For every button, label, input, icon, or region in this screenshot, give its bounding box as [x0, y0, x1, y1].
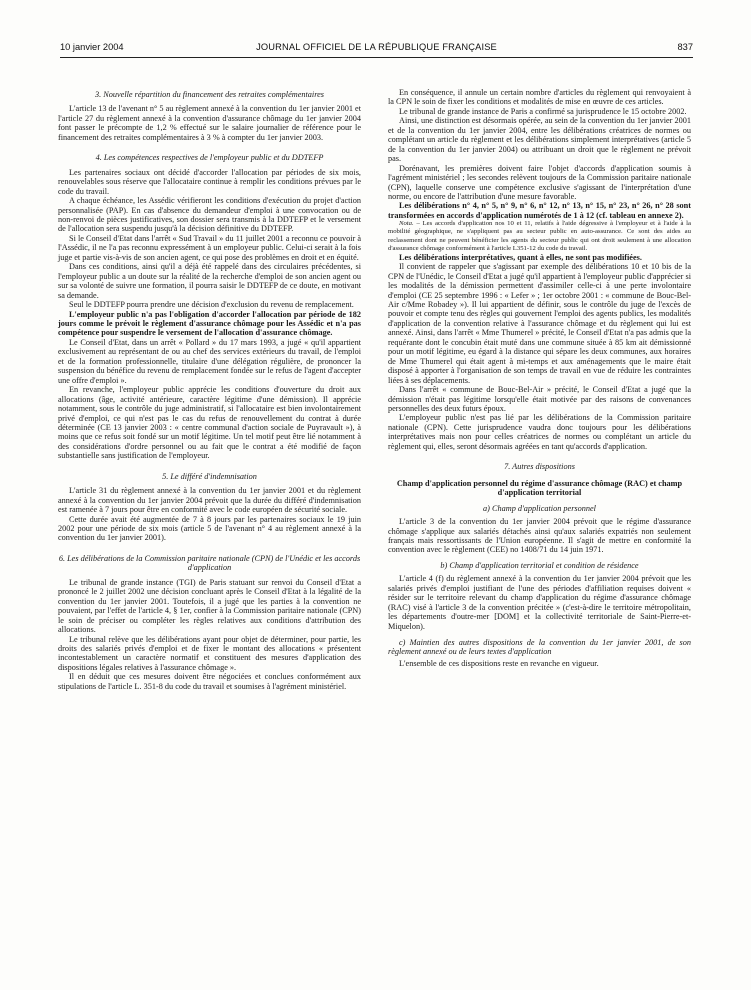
paragraph: Si le Conseil d'Etat dans l'arrêt « Sud Travail » du 11 juillet 2001 a reconnu ce pouvoir à l'Assédic, il ne l'a pas reconnu expressément à un employeur public. Celui-ci serait à la fois juge et partie vis-à-vis de son ancien agent, ce qui pose des problèmes en droit et en équité. [58, 233, 361, 262]
section-heading: 6. Les délibérations de la Commission paritaire nationale (CPN) de l'Unédic et les accords d'application [58, 553, 361, 573]
paragraph: L'employeur public n'est pas lié par les délibérations de la Commission paritaire nationale (CPN). Cette jurisprudence vaudra donc toujours pour les délibérations interprétatives mais non pour celles créatrices de normes ou complétant un article du règlement qui, elles, seront désormais agréées en tant qu'accords d'application. [388, 413, 691, 451]
paragraph: Dorénavant, les premières doivent faire l'objet d'accords d'application soumis à l'agrément ministériel ; les secondes relèvent toujours de la Commission paritaire nationale (CPN), laquelle conserve une compétence exclusive s'agissant de l'interprétation d'une norme, ou encore de l'attribution d'une mesure favorable. [388, 163, 691, 201]
paragraph: Cette durée avait été augmentée de 7 à 8 jours par les partenaires sociaux le 19 juin 2002 pour une période de six mois (article 5 de l'avenant n° 4 au règlement annexé à la convention du 1er janvier 2001). [58, 514, 361, 543]
paragraph: Seul le DDTEFP pourra prendre une décision d'exclusion du revenu de remplacement. [69, 300, 354, 310]
note-text: – Les accords d'application nos 10 et 11, relatifs à l'aide dégressive à l'employeur et à l'aide à la mobilité géographique, ne s'appliquent pas au secteur public en auto-assurance. Ce sont des aides au reclassement dont ne peuvent bénéficier les agents du secteur public qui ont droit seulement à une allocation d'assurance chômage conformément à l'article L351-12 du code du travail. [388, 220, 691, 252]
item-heading: a) Champ d'application personnel [483, 503, 596, 513]
journal-title: JOURNAL OFFICIEL DE LA RÉPUBLIQUE FRANÇAISE [256, 42, 497, 52]
paragraph: Le tribunal de grande instance (TGI) de Paris statuant sur renvoi du Conseil d'Etat a prononcé le 2 juillet 2002 une décision concluant après le Conseil d'Etat à la légalité de la convention du 1er janvier 2001. Toutefois, il a jugé que les parties à la convention ne pouvaient, par l'effet de l'article 4, § 1er, confier à la Commission paritaire nationale (CPN) le soin de préciser ou compléter les règles relatives aux conditions d'attribution des allocations. [58, 577, 361, 635]
left-column [58, 90, 361, 691]
subsection-heading: Champ d'application personnel du régime d'assurance chômage (RAC) et champ d'application territorial [396, 478, 683, 498]
section-heading: 7. Autres dispositions [504, 462, 575, 472]
page-number: 837 [677, 42, 693, 52]
header-rule [60, 57, 693, 58]
bold-paragraph: Les délibérations interprétatives, quant à elles, ne sont pas modifiées. [399, 252, 642, 262]
section-heading: 4. Les compétences respectives de l'employeur public et du DDTEFP [95, 153, 324, 163]
bold-paragraph: L'employeur public n'a pas l'obligation d'accorder l'allocation par période de 182 jours comme le prévoit le règlement d'assurance chômage pour les Assédic et n'a pas compétence pour suspendre le versement de l'allocation d'assurance chômage. [58, 309, 361, 338]
paragraph: L'article 31 du règlement annexé à la convention du 1er janvier 2001 et du règlement annexé à la convention du 1er janvier 2004 prévoit que la durée du différé d'indemnisation est ramenée à 7 jours pour être en conformité avec le code européen de sécurité sociale. [58, 486, 361, 515]
section-heading: 5. Le différé d'indemnisation [162, 471, 257, 481]
paragraph: Dans l'arrêt « commune de Bouc-Bel-Air » précité, le Conseil d'Etat a jugé que la démission n'était pas légitime lorsqu'elle était motivée par des raisons de convenances personnelles des deux futurs époux. [388, 385, 691, 413]
item-heading: b) Champ d'application territorial et condition de résidence [440, 560, 639, 570]
paragraph: Le tribunal relève que les délibérations ayant pour objet de déterminer, pour partie, les droits des salariés privés d'emploi et de fixer le montant des allocations « présentent incontestablement un caractère normatif et constituent des mesures d'application des dispositions légales relatives à l'assurance chômage ». [58, 634, 361, 672]
paragraph: Le Conseil d'Etat, dans un arrêt « Pollard » du 17 mars 1993, a jugé « qu'il appartient exclusivement au représentant de ou au chef des services extérieurs du travail, de l'emploi et de la formation professionnelle, titulaire d'une délégation régulière, de prononcer la suspension du bénéfice du revenu de remplacement fondée sur le refus de l'agent d'accepter une offre d'emploi ». [58, 337, 361, 385]
note-lead: Nota. [399, 220, 414, 228]
paragraph: Ainsi, une distinction est désormais opérée, au sein de la convention du 1er janvier 2001 et de la convention du 1er janvier 2004, entre les délibérations créatrices de normes ou complétant un article du règlement et les délibérations simplement interprétatives (article 5 de la convention du 1er janvier 2004) ou attribuant un droit que le règlement ne prévoit pas. [388, 116, 691, 164]
paragraph: L'article 3 de la convention du 1er janvier 2004 prévoit que le régime d'assurance chômage s'applique aux salariés détachés ainsi qu'aux salariés expatriés non seulement français mais ressortissants de l'Union européenne. Il s'agit de mettre en conformité la convention avec le règlement (CEE) no 1408/71 du 14 juin 1971. [388, 517, 691, 555]
paragraph: L'article 4 (f) du règlement annexé à la convention du 1er janvier 2004 prévoit que les salariés privés d'emploi justifiant de l'une des périodes d'affiliation requises doivent « résider sur le territoire relevant du champ d'application du régime d'assurance chômage (RAC) visé à l'article 3 de la convention précitée » (c'est-à-dire le territoire métropolitain, les départements d'outre-mer [DOM] et la collectivité territoriale de Saint-Pierre-et-Miquelon). [388, 574, 691, 631]
note-paragraph [388, 220, 691, 252]
paragraph: Il convient de rappeler que s'agissant par exemple des délibérations 10 et 10 bis de la CPN de l'Unédic, le Conseil d'Etat a jugé qu'il appartient à l'employeur public d'apprécier si les modalités de la démission permettent d'assimiler celle-ci à une perte involontaire d'emploi (CE 25 septembre 1996 : « Lefer » ; 1er octobre 2001 : « commune de Bouc-Bel-Air c/Mme Robadey »). Il lui appartient de définir, sous le contrôle du juge de l'excès de pouvoir et compte tenu des règles qui gouvernent l'emploi des agents publics, les modalités d'application de la convention relative à l'assurance chômage et du règlement qui lui est annexé. Ainsi, dans l'arrêt « Mme Thumerel » précité, le Conseil d'Etat n'a pas admis que la requérante dont le concubin était muté dans une commune située à 85 km ait démissionné pour un motif légitime, eu égard à la distance qui sépare les deux communes, aux horaires de Mme Thumerel qui était agent à mi-temps et aux aménagements que le maire était disposé à apporter à l'organisation de son temps de travail en vue de réduire les contraintes liées à ses déplacements. [388, 262, 691, 385]
paragraph: Les partenaires sociaux ont décidé d'accorder l'allocation par périodes de six mois, renouvelables sous réserve que l'allocataire continue à remplir les conditions prévues par le code du travail. [58, 167, 361, 196]
paragraph: Dans ces conditions, ainsi qu'il a déjà été rappelé dans des circulaires précédentes, si l'employeur public a un doute sur la réalité de la recherche d'emploi de son ancien agent ou sur sa volonté de suivre une formation, il pourra saisir le DDTEFP de ce doute, en motivant sa demande. [58, 262, 361, 300]
right-column [388, 88, 691, 668]
paragraph: L'article 13 de l'avenant n° 5 au règlement annexé à la convention du 1er janvier 2001 et l'article 27 du règlement annexé à la convention d'assurance chômage du 1er janvier 2004 font passer le précompte de 1,2 % effectué sur le salaire journalier de référence pour le financement des retraites complémentaires à 3 % à compter du 1er janvier 2003. [58, 104, 361, 142]
paragraph: En revanche, l'employeur public apprécie les conditions d'ouverture du droit aux allocations (âge, activité antérieure, caractère légitime d'une démission). Il apprécie notamment, sous le contrôle du juge administratif, si l'allocataire est bien involontairement privé d'emploi, ce qui n'est pas le cas du refus de renouvellement du contrat à durée déterminée (CE 13 janvier 2003 : « centre communal d'action sociale de Puyravault »), à moins que ce refus soit fondé sur un motif légitime. Un tel motif peut être lié notamment à des considérations d'ordre personnel ou au fait que le contrat a été modifié de façon substantielle sans justification de l'employeur. [58, 385, 361, 461]
paragraph: En conséquence, il annule un certain nombre d'articles du règlement qui renvoyaient à la CPN le soin de fixer les conditions et modalités de mise en œuvre de ces articles. [388, 88, 691, 107]
paragraph: L'ensemble de ces dispositions reste en revanche en vigueur. [399, 658, 599, 668]
paragraph: Il en déduit que ces mesures doivent être négociées et conclues conformément aux stipulations de l'article L. 351-8 du code du travail et soumises à l'agrément ministériel. [58, 672, 361, 691]
header-date: 10 janvier 2004 [60, 42, 124, 52]
paragraph: A chaque échéance, les Assédic vérifieront les conditions d'exécution du projet d'action personnalisée (PAP). En cas d'absence du demandeur d'emploi à une convocation ou de non-renvoi de pièces justificatives, son dossier sera transmis à la DDTEFP et le versement de l'allocation sera suspendu jusqu'à la décision définitive du DDTEFP. [58, 196, 361, 234]
page-header [60, 40, 693, 54]
item-heading: c) Maintien des autres dispositions de la convention du 1er janvier 2001, de son règlement annexé ou de leurs textes d'application [388, 638, 691, 657]
paragraph: Le tribunal de grande instance de Paris a confirmé sa jurisprudence le 15 octobre 2002. [399, 106, 687, 116]
bold-paragraph: Les délibérations n° 4, n° 5, n° 9, n° 6, n° 12, n° 13, n° 15, n° 23, n° 26, n° 28 sont transformées en accords d'application numérotés de 1 à 12 (cf. tableau en annexe 2). [388, 201, 691, 220]
section-heading: 3. Nouvelle répartition du financement des retraites complémentaires [95, 90, 324, 99]
